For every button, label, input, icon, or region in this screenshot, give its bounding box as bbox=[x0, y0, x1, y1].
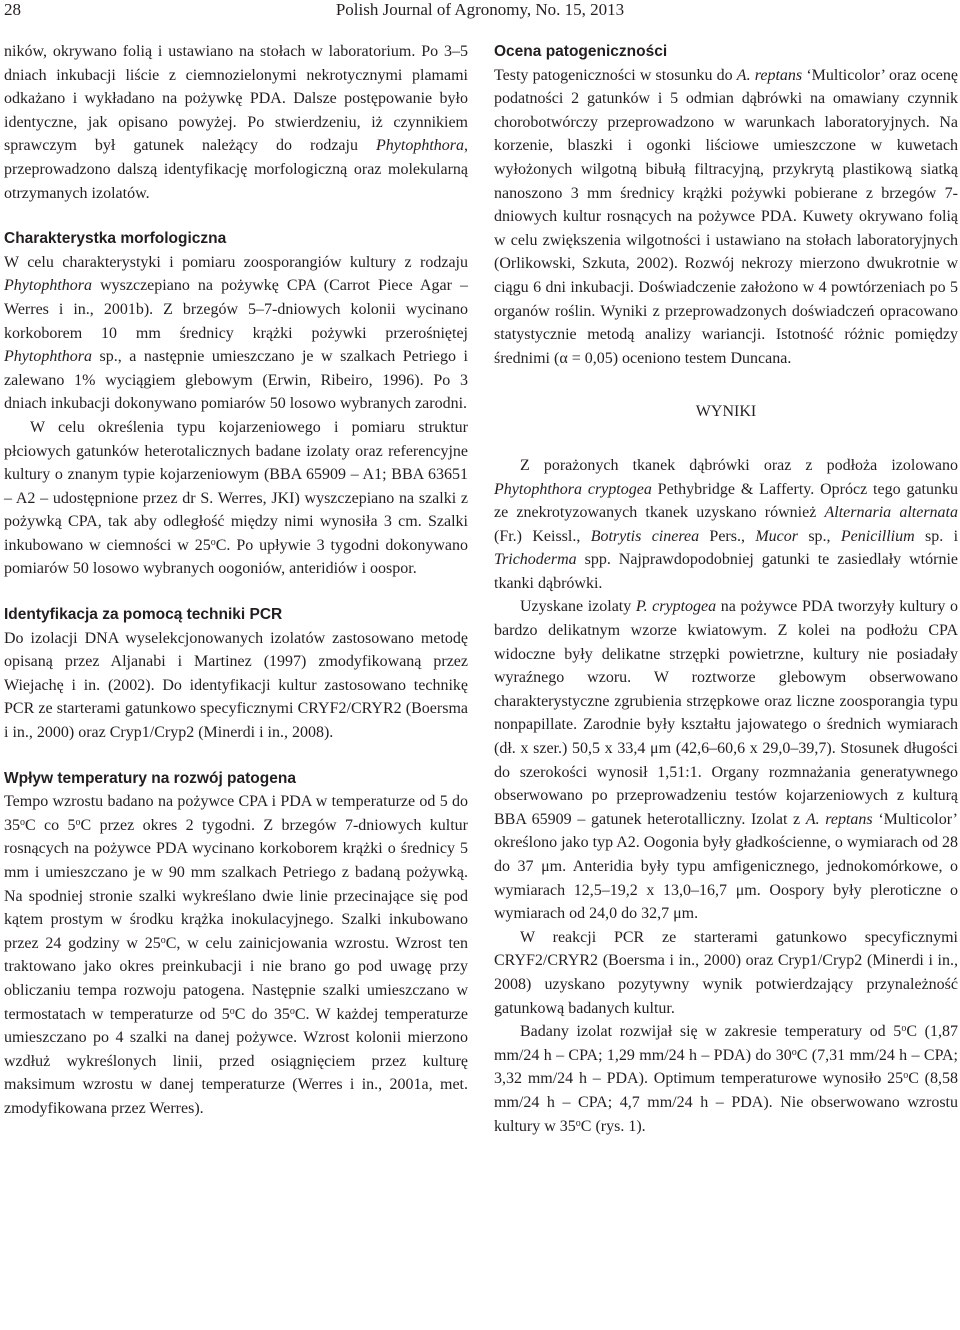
section-heading-morphology: Charakterystka morfologiczna bbox=[4, 230, 227, 248]
page-number: 28 bbox=[4, 0, 21, 19]
paragraph-pcr-results: W reakcji PCR ze starterami gatunkowo specyficznymi CRYF2/CRYR2 (Boersma i in., 2000) oraz Cryp1/Cryp2 (Minerdi i in., 2008) uzyskano pozytywny wynik potwierdzający przynależność gatunkową badanych kultur. bbox=[494, 928, 958, 1017]
right-column bbox=[494, 40, 958, 1138]
left-column bbox=[4, 40, 468, 1121]
section-heading-results: WYNIKI bbox=[695, 403, 757, 421]
paragraph-temperature: Tempo wzrostu badano na pożywce CPA i PDA w temperaturze od 5 do 35$^o$C co 5$^o$C przez okres 2 tygodni. Z brzegów 7-dniowych kultur rosnących na pożywce PDA wycinano korkoborem krążki o średnicy 5 mm i umieszczano je w 90 mm szalkach Petriego z badaną pożywką. Na spodniej stronie szalki wykreślano dwie linie przecinające się pod kątem prostym w środku krążka inokulacyjnego. Szalki inkubowano przez 24 godziny w 25$^o$C, w celu zainicjowania wzrostu. Wzrost ten traktowano jako okres preinkubacji i nie brano go pod uwagę przy obliczaniu tempa rozwoju patogena. Następnie szalki umieszczano w termostatach w temperaturze od 5$^o$C do 35$^o$C. W każdej temperaturze umieszczano po 4 szalki na danej pożywce. Wzrost kolonii mierzono wzdłuż wykreślonych linii, przed osiągnięciem przez kulturę maksimum wzrostu w danej temperaturze (Werres i in., 2001a, met. zmodyfikowana przez Werres). bbox=[4, 793, 469, 1117]
running-header bbox=[4, 0, 956, 28]
paragraph-morphology: W celu charakterystyki i pomiaru zoosporangiów kultury z rodzaju Phytophthora wyszczepiano na pożywkę CPA (Carrot Piece Agar – Werres i in., 2001b). Z brzegów 5–7-dniowych kolonii wycinano korkoborem 10 mm średnicy krążki pożywki przerośniętej Phytophthora sp., a następnie umieszczano je w szalkach Petriego i zalewano 1% wyciągiem glebowym (Erwin, Ribeiro, 1996). Po 3 dniach inkubacji dokonywano pomiarów 50 losowo wybranych zarodni. bbox=[4, 253, 468, 413]
paragraph-inoculation-continued: ników, okrywano folią i ustawiano na stołach w laboratorium. Po 3–5 dniach inkubacji liście z ciemnozielonymi nekrotycznymi plamami odkażano i wykładano na pożywkę PDA. Dalsze postępowanie było identyczne, jak opisano powyżej. Po stwierdzeniu, iż czynnikiem sprawczym był gatunek należący do rodzaju Phytophthora, przeprowadzono dalszą identyfikację morfologiczną oraz molekularną otrzymanych izolatów. bbox=[4, 43, 468, 202]
section-heading-temperature: Wpływ temperatury na rozwój patogena bbox=[4, 769, 296, 787]
paragraph-temperature-results: Badany izolat rozwijał się w zakresie temperatury od 5$^o$C (1,87 mm/24 h – CPA; 1,29 mm/24 h – PDA) do 30$^o$C (7,31 mm/24 h – CPA; 3,32 mm/24 h – PDA). Optimum temperaturowe wynosiło 25$^o$C (8,58 mm/24 h – CPA; 4,7 mm/24 h – PDA). Nie obserwowano wzrostu kultury w 35$^o$C (rys. 1). bbox=[494, 1023, 959, 1135]
paragraph-mating-type: W celu określenia typu kojarzeniowego i pomiaru struktur płciowych gatunków heterotalicznych badane izolaty oraz referencyjne kultury o znanym typie kojarzeniowym (BBA 65909 – A1; BBA 63651 – A2 – udostępnione przez dr S. Werres, JKI) wyszczepiano na szalki z pożywką CPA, tak aby odległość między nimi wynosiła 3 cm. Szalki inkubowano w ciemności w 25$^o$C. Po upływie 3 tygodni dokonywano pomiarów 50 losowo wybranych oogoniów, anteridiów i oospor. bbox=[4, 418, 468, 578]
paragraph-pathogenicity: Testy patogeniczności w stosunku do A. reptans ‘Multicolor’ oraz ocenę podatności 2 gatunków i 5 odmian dąbrówki na omawiany czynnik chorobotwórczy przeprowadzono w warunkach laboratoryjnych. Na korzenie, blaszki i ogonki liściowe umieszczone w kuwetach wyłożonych wilgotną bibułą filtracyjną, przykrytą plastikową siatką nanoszono 3 mm średnicy krążki pożywki pobierane z brzegów 7-dniowych kultur rosnących na pożywce PDA. Kuwety okrywano folią w celu zwiększenia wilgotności i ustawiano na stołach laboratoryjnych (Orlikowski, Szkuta, 2002). Rozwój nekrozy mierzono dwukrotnie w ciągu 6 dni inkubacji. Doświadczenie założono w 4 powtórzeniach po 5 organów roślin. Wyniki z przeprowadzonych doświadczeń opracowano statystycznie metodą analizy wariancji. Istotność różnic pomiędzy średnimi (α = 0,05) oceniono testem Duncana. bbox=[494, 66, 958, 367]
paragraph-isolation-results: Z porażonych tkanek dąbrówki oraz z podłoża izolowano Phytophthora cryptogea Pethybridge & Lafferty. Oprócz tego gatunku ze znekrotyzowanych tkanek uzyskano również Alternaria alternata (Fr.) Keissl., Botrytis cinerea Pers., Mucor sp., Penicillium sp. i Trichoderma spp. Najprawdopodobniej gatunki te zasiedlały wtórnie tkanki dąbrówki. bbox=[494, 456, 959, 592]
journal-title: Polish Journal of Agronomy, No. 15, 2013 bbox=[335, 0, 625, 19]
section-heading-pcr: Identyfikacja za pomocą techniki PCR bbox=[4, 606, 283, 624]
paragraph-pcr: Do izolacji DNA wyselekcjonowanych izolatów zastosowano metodę opisaną przez Aljanabi i Martinez (1997) zmodyfikowaną przez Wiejachę i in. (2002). Do identyfikacji kultur zastosowano technikę PCR ze starterami gatunkowo specyficznymi CRYF2/CRYR2 (Boersma i in., 2000) oraz Cryp1/Cryp2 (Minerdi i in., 2008). bbox=[4, 629, 468, 742]
paragraph-culture-morphology: Uzyskane izolaty P. cryptogea na pożywce PDA tworzyły kultury o bardzo delikatnym wzorze kwiatowym. Z kolei na podłożu CPA widoczne były delikatne strzępki powietrzne, kultury nie posiadały wyraźnego wzoru. W roztworze glebowym obserwowano charakterystyczne zgrubienia strzępkowe oraz liczne zoosporangia typu nonpapillate. Zarodnie były kształtu jajowatego o średnich wymiarach (dł. x szer.) 50,5 x 33,4 μm (42,6–60,6 x 29,0–39,7). Stosunek długości do szerokości wynosił 1,51:1. Organy rozmnażania generatywnego obserwowano po przeprowadzeniu testów kojarzeniowych z kulturą BBA 65909 – gatunek heterotalliczny. Izolat z A. reptans ‘Multicolor’ określono jako typ A2. Oogonia były gładkościenne, o wymiarach od 28 do 37 μm. Anteridia były typu amfigenicznego, jednokomórkowe, o wymiarach 12,5–19,2 x 13,0–16,7 μm. Oospory były pleroticzne o wymiarach od 24,0 do 32,7 μm. bbox=[494, 598, 959, 923]
section-heading-pathogenicity: Ocena patogeniczności bbox=[494, 43, 668, 60]
